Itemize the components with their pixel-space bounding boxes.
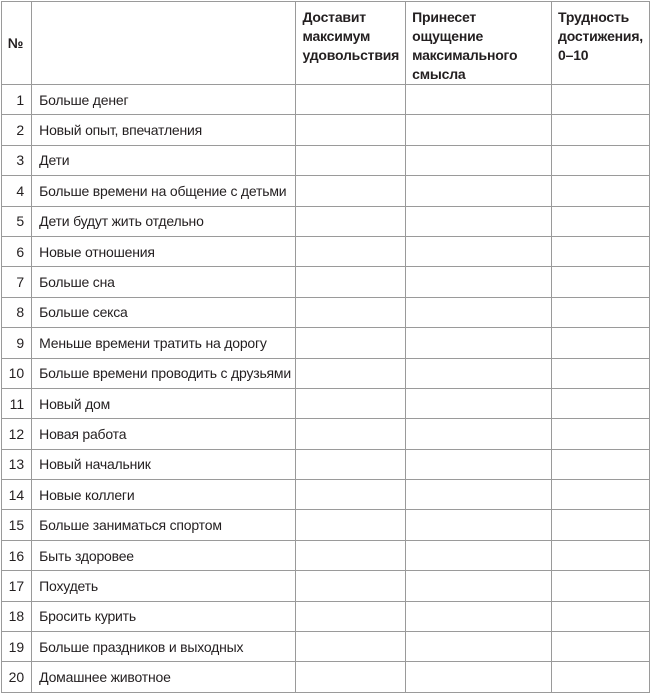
- row-label: Быть здоровее: [32, 540, 296, 570]
- table-row: [2, 145, 650, 175]
- row-number: 3: [2, 145, 32, 175]
- header-number: №: [2, 2, 32, 85]
- meaning-cell: [406, 419, 552, 449]
- difficulty-cell: [552, 632, 650, 662]
- table-row: [2, 236, 650, 266]
- difficulty-cell: [552, 236, 650, 266]
- pleasure-cell: [296, 571, 406, 601]
- meaning-cell: [406, 388, 552, 418]
- difficulty-cell: [552, 297, 650, 327]
- row-label: Больше времени проводить с друзьями: [32, 358, 296, 388]
- table-row: [2, 632, 650, 662]
- table-row: [2, 297, 650, 327]
- table-row: [2, 206, 650, 236]
- difficulty-cell: [552, 115, 650, 145]
- difficulty-cell: [552, 662, 650, 692]
- meaning-cell: [406, 358, 552, 388]
- meaning-cell: [406, 115, 552, 145]
- row-number: 11: [2, 388, 32, 418]
- meaning-cell: [406, 236, 552, 266]
- table-row: [2, 115, 650, 145]
- row-number: 17: [2, 571, 32, 601]
- row-label: Больше сна: [32, 267, 296, 297]
- meaning-cell: [406, 540, 552, 570]
- table-row: [2, 419, 650, 449]
- meaning-cell: [406, 297, 552, 327]
- table-row: [2, 267, 650, 297]
- row-label: Больше заниматься спортом: [32, 510, 296, 540]
- difficulty-cell: [552, 601, 650, 631]
- difficulty-cell: [552, 388, 650, 418]
- row-label: Бросить курить: [32, 601, 296, 631]
- row-number: 4: [2, 176, 32, 206]
- row-label: Новые коллеги: [32, 480, 296, 510]
- pleasure-cell: [296, 267, 406, 297]
- row-number: 13: [2, 449, 32, 479]
- meaning-cell: [406, 601, 552, 631]
- table-row: [2, 176, 650, 206]
- pleasure-cell: [296, 662, 406, 692]
- difficulty-cell: [552, 419, 650, 449]
- pleasure-cell: [296, 510, 406, 540]
- pleasure-cell: [296, 145, 406, 175]
- difficulty-cell: [552, 540, 650, 570]
- worksheet: [1, 1, 650, 693]
- difficulty-cell: [552, 358, 650, 388]
- pleasure-cell: [296, 540, 406, 570]
- row-label: Больше праздников и выходных: [32, 632, 296, 662]
- row-number: 10: [2, 358, 32, 388]
- header-meaning: Принесет ощущение максимального смысла: [406, 2, 552, 85]
- table-row: [2, 449, 650, 479]
- row-label: Новый дом: [32, 388, 296, 418]
- row-label: Новый начальник: [32, 449, 296, 479]
- difficulty-cell: [552, 571, 650, 601]
- row-number: 7: [2, 267, 32, 297]
- row-number: 6: [2, 236, 32, 266]
- meaning-cell: [406, 206, 552, 236]
- pleasure-cell: [296, 85, 406, 115]
- table-row: [2, 601, 650, 631]
- table-row: [2, 388, 650, 418]
- row-number: 15: [2, 510, 32, 540]
- row-label: Больше денег: [32, 85, 296, 115]
- table-row: [2, 328, 650, 358]
- table-row: [2, 358, 650, 388]
- meaning-cell: [406, 145, 552, 175]
- header-row: [2, 2, 650, 85]
- difficulty-cell: [552, 480, 650, 510]
- pleasure-cell: [296, 601, 406, 631]
- row-label: Новый опыт, впечатления: [32, 115, 296, 145]
- meaning-cell: [406, 85, 552, 115]
- meaning-cell: [406, 449, 552, 479]
- goals-table: [1, 1, 650, 693]
- pleasure-cell: [296, 115, 406, 145]
- table-row: [2, 510, 650, 540]
- meaning-cell: [406, 510, 552, 540]
- meaning-cell: [406, 662, 552, 692]
- row-number: 19: [2, 632, 32, 662]
- row-number: 16: [2, 540, 32, 570]
- pleasure-cell: [296, 358, 406, 388]
- row-label: Больше времени на общение с детьми: [32, 176, 296, 206]
- row-number: 14: [2, 480, 32, 510]
- table-row: [2, 662, 650, 692]
- row-label: Меньше времени тратить на дорогу: [32, 328, 296, 358]
- difficulty-cell: [552, 176, 650, 206]
- difficulty-cell: [552, 267, 650, 297]
- difficulty-cell: [552, 85, 650, 115]
- table-row: [2, 480, 650, 510]
- row-label: Новые отношения: [32, 236, 296, 266]
- pleasure-cell: [296, 328, 406, 358]
- row-number: 12: [2, 419, 32, 449]
- difficulty-cell: [552, 449, 650, 479]
- pleasure-cell: [296, 297, 406, 327]
- row-number: 18: [2, 601, 32, 631]
- pleasure-cell: [296, 206, 406, 236]
- row-label: Дети будут жить отдельно: [32, 206, 296, 236]
- row-label: Домашнее животное: [32, 662, 296, 692]
- row-number: 20: [2, 662, 32, 692]
- meaning-cell: [406, 632, 552, 662]
- header-pleasure: Доставит максимум удовольствия: [296, 2, 406, 85]
- pleasure-cell: [296, 449, 406, 479]
- meaning-cell: [406, 571, 552, 601]
- pleasure-cell: [296, 236, 406, 266]
- row-number: 9: [2, 328, 32, 358]
- row-number: 1: [2, 85, 32, 115]
- difficulty-cell: [552, 328, 650, 358]
- row-label: Больше секса: [32, 297, 296, 327]
- pleasure-cell: [296, 176, 406, 206]
- pleasure-cell: [296, 388, 406, 418]
- row-number: 5: [2, 206, 32, 236]
- header-item: [32, 2, 296, 85]
- meaning-cell: [406, 480, 552, 510]
- pleasure-cell: [296, 632, 406, 662]
- difficulty-cell: [552, 510, 650, 540]
- row-label: Новая работа: [32, 419, 296, 449]
- meaning-cell: [406, 267, 552, 297]
- row-number: 2: [2, 115, 32, 145]
- header-difficulty: Трудность достижения, 0–10: [552, 2, 650, 85]
- pleasure-cell: [296, 419, 406, 449]
- row-number: 8: [2, 297, 32, 327]
- table-row: [2, 540, 650, 570]
- meaning-cell: [406, 328, 552, 358]
- row-label: Похудеть: [32, 571, 296, 601]
- difficulty-cell: [552, 206, 650, 236]
- table-row: [2, 571, 650, 601]
- difficulty-cell: [552, 145, 650, 175]
- pleasure-cell: [296, 480, 406, 510]
- table-row: [2, 85, 650, 115]
- meaning-cell: [406, 176, 552, 206]
- row-label: Дети: [32, 145, 296, 175]
